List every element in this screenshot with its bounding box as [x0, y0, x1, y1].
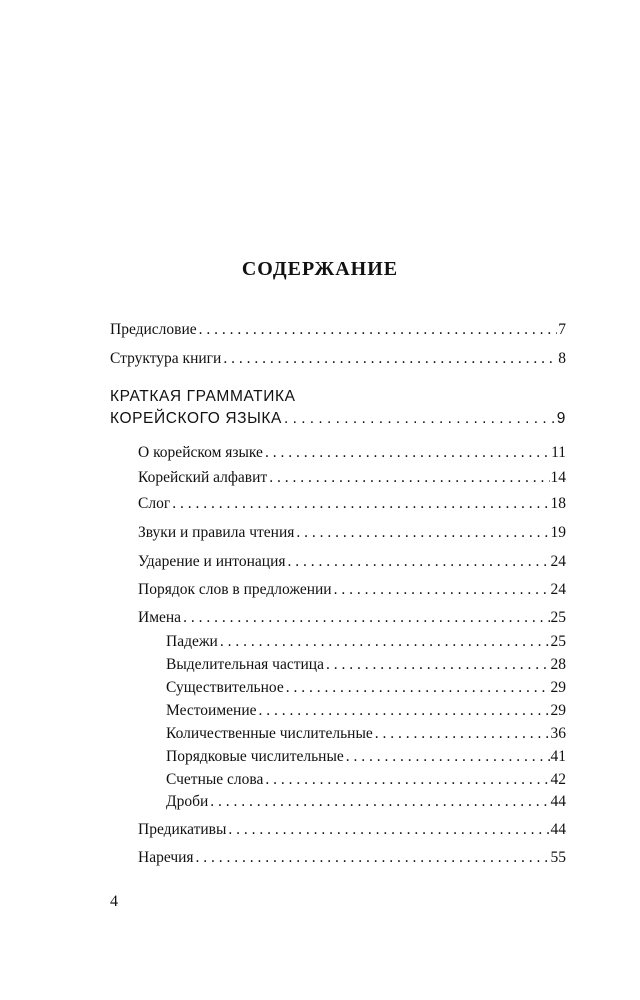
toc-entry[interactable]: [110, 349, 566, 369]
toc-entry[interactable]: [166, 701, 566, 721]
toc-page: 19: [550, 524, 566, 541]
toc-label: Слог: [138, 495, 171, 512]
dot-leader: [210, 792, 549, 812]
toc-entry[interactable]: [138, 608, 566, 628]
toc-label: Количественные числительные: [166, 725, 373, 742]
toc-label: Местоимение: [166, 702, 257, 719]
dot-leader: [196, 848, 550, 868]
dot-leader: [259, 701, 550, 721]
toc-page: 25: [550, 633, 566, 650]
toc-page: 7: [558, 321, 566, 338]
toc-label: Падежи: [166, 633, 218, 650]
toc-entry[interactable]: [138, 552, 566, 572]
dot-leader: [183, 608, 549, 628]
toc-page: 29: [550, 679, 566, 696]
dot-leader: [284, 409, 556, 429]
toc-page: 24: [550, 553, 566, 570]
toc-entry[interactable]: [166, 678, 566, 698]
toc-entry[interactable]: [138, 580, 566, 600]
toc-label: Выделительная частица: [166, 656, 324, 673]
toc-page: 41: [550, 748, 566, 765]
dot-leader: [199, 320, 558, 340]
dot-leader: [265, 443, 550, 463]
toc-section-line1[interactable]: [110, 387, 566, 407]
toc-page: 36: [550, 725, 566, 742]
toc-label: Имена: [138, 609, 182, 626]
toc-page: 24: [550, 581, 566, 598]
dot-leader: [228, 820, 549, 840]
toc-entry[interactable]: [138, 523, 566, 543]
toc-entry[interactable]: [166, 655, 566, 675]
toc-label: КРАТКАЯ ГРАММАТИКА: [110, 388, 296, 405]
dot-leader: [334, 580, 550, 600]
toc-entry[interactable]: [166, 747, 566, 767]
toc-label: Предисловие: [110, 321, 197, 338]
toc-page: 25: [550, 609, 566, 626]
toc-entry[interactable]: [138, 820, 566, 840]
toc-label: Структура книги: [110, 350, 222, 367]
toc-page: 18: [550, 495, 566, 512]
toc-entry[interactable]: [166, 724, 566, 744]
toc-label: КОРЕЙСКОГО ЯЗЫКА: [110, 410, 282, 427]
dot-leader: [265, 770, 549, 790]
toc-label: Счетные слова: [166, 771, 264, 788]
page-number: 4: [110, 893, 118, 910]
toc-page: 11: [551, 444, 566, 461]
toc-entry[interactable]: [138, 494, 566, 514]
dot-leader: [286, 678, 550, 698]
toc-page: 42: [550, 771, 566, 788]
toc-page: 55: [550, 849, 566, 866]
toc-entry[interactable]: [110, 320, 566, 340]
toc-label: Дроби: [166, 793, 209, 810]
toc-label: Порядковые числительные: [166, 748, 344, 765]
dot-leader: [223, 349, 557, 369]
toc-page: 44: [550, 821, 566, 838]
toc-label: О корейском языке: [138, 444, 263, 461]
toc-entry[interactable]: [138, 848, 566, 868]
page-title: СОДЕРЖАНИЕ: [241, 258, 399, 280]
toc-entry[interactable]: [166, 770, 566, 790]
toc-page: 44: [550, 793, 566, 810]
toc-page: 8: [558, 350, 566, 367]
dot-leader: [375, 724, 550, 744]
toc-page: 9: [556, 410, 566, 427]
dot-leader: [288, 552, 550, 572]
toc-label: Корейский алфавит: [138, 469, 268, 486]
toc-label: Существительное: [166, 679, 284, 696]
toc-entry[interactable]: [166, 792, 566, 812]
toc-label: Предикативы: [138, 821, 227, 838]
dot-leader: [326, 655, 550, 675]
toc-label: Ударение и интонация: [138, 553, 286, 570]
dot-leader: [296, 523, 549, 543]
dot-leader: [346, 747, 550, 767]
dot-leader: [172, 494, 549, 514]
toc-entry[interactable]: [166, 632, 566, 652]
toc-page: 28: [550, 656, 566, 673]
toc-entry[interactable]: [138, 443, 566, 463]
toc-label: Наречия: [138, 849, 194, 866]
dot-leader: [220, 632, 550, 652]
toc-entry[interactable]: [110, 409, 566, 429]
toc-page: 29: [550, 702, 566, 719]
toc-page: 14: [550, 469, 566, 486]
toc-entry[interactable]: [138, 468, 566, 488]
dot-leader: [269, 468, 549, 488]
toc-label: Звуки и правила чтения: [138, 524, 295, 541]
toc-label: Порядок слов в предложении: [138, 581, 332, 598]
